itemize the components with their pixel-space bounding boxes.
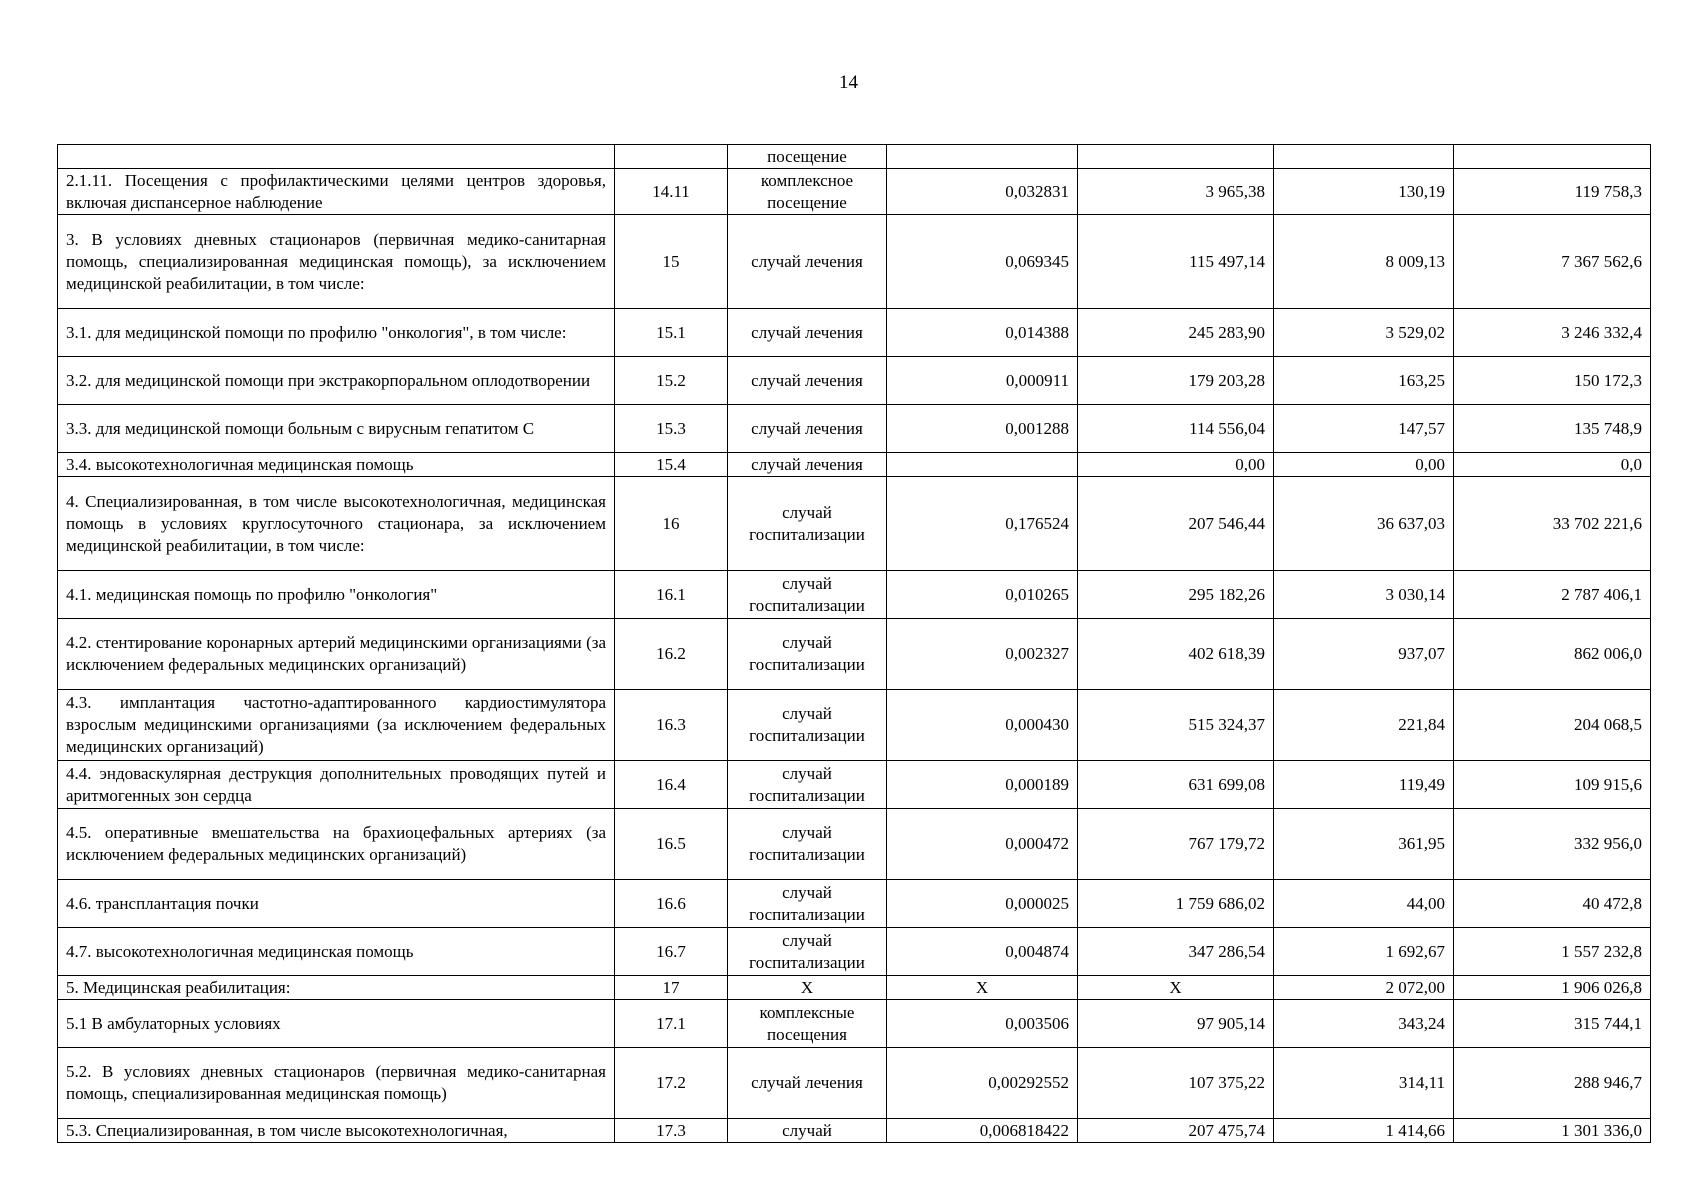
row-name: 4.4. эндоваскулярная деструкция дополнительных проводящих путей и аритмогенных зон сердца [58, 761, 615, 809]
table-row [58, 571, 1651, 619]
row-value-2 [1078, 145, 1274, 169]
row-value-2: 245 283,90 [1078, 309, 1274, 357]
row-number: 17.1 [615, 1000, 728, 1048]
row-value-4: 204 068,5 [1454, 690, 1651, 761]
row-number: 15 [615, 215, 728, 309]
table-row [58, 1119, 1651, 1143]
row-value-3: 937,07 [1274, 619, 1454, 690]
table-row [58, 880, 1651, 928]
row-value-2: 179 203,28 [1078, 357, 1274, 405]
row-value-4: 40 472,8 [1454, 880, 1651, 928]
row-unit: случай лечения [728, 453, 887, 477]
row-name: 5.3. Специализированная, в том числе высокотехнологичная, [58, 1119, 615, 1143]
row-value-1: 0,000911 [887, 357, 1078, 405]
row-unit: комплексные посещения [728, 1000, 887, 1048]
row-name: 2.1.11. Посещения с профилактическими целями центров здоровья, включая диспансерное наблюдение [58, 169, 615, 215]
row-value-2: 631 699,08 [1078, 761, 1274, 809]
row-number: 17.3 [615, 1119, 728, 1143]
row-unit: случай госпитализации [728, 928, 887, 976]
row-value-2: 97 905,14 [1078, 1000, 1274, 1048]
row-value-3: 44,00 [1274, 880, 1454, 928]
row-number: 16.6 [615, 880, 728, 928]
row-value-3: 343,24 [1274, 1000, 1454, 1048]
row-value-1: 0,004874 [887, 928, 1078, 976]
row-value-1: 0,010265 [887, 571, 1078, 619]
row-number: 16.7 [615, 928, 728, 976]
table-row [58, 215, 1651, 309]
row-value-4: 288 946,7 [1454, 1048, 1651, 1119]
row-value-2: 207 546,44 [1078, 477, 1274, 571]
row-value-1: 0,000472 [887, 809, 1078, 880]
table-row [58, 619, 1651, 690]
row-number: 15.2 [615, 357, 728, 405]
row-value-1 [887, 145, 1078, 169]
row-value-2: Х [1078, 976, 1274, 1000]
row-value-4: 1 301 336,0 [1454, 1119, 1651, 1143]
row-value-4: 119 758,3 [1454, 169, 1651, 215]
row-value-4: 150 172,3 [1454, 357, 1651, 405]
row-value-3: 221,84 [1274, 690, 1454, 761]
row-value-1: 0,00292552 [887, 1048, 1078, 1119]
row-value-4: 135 748,9 [1454, 405, 1651, 453]
table-row [58, 809, 1651, 880]
row-value-4: 862 006,0 [1454, 619, 1651, 690]
row-value-1: 0,003506 [887, 1000, 1078, 1048]
row-name: 4.2. стентирование коронарных артерий медицинскими организациями (за исключением федеральных медицинских организаций) [58, 619, 615, 690]
row-unit: случай лечения [728, 405, 887, 453]
row-value-3: 361,95 [1274, 809, 1454, 880]
row-value-4: 3 246 332,4 [1454, 309, 1651, 357]
row-value-4: 0,0 [1454, 453, 1651, 477]
row-unit: случай госпитализации [728, 571, 887, 619]
row-unit: случай лечения [728, 309, 887, 357]
row-value-2: 207 475,74 [1078, 1119, 1274, 1143]
row-value-2: 515 324,37 [1078, 690, 1274, 761]
row-number: 16.1 [615, 571, 728, 619]
row-value-1: 0,006818422 [887, 1119, 1078, 1143]
row-value-3 [1274, 145, 1454, 169]
row-value-1: 0,001288 [887, 405, 1078, 453]
row-value-3: 1 414,66 [1274, 1119, 1454, 1143]
row-value-4: 315 744,1 [1454, 1000, 1651, 1048]
row-value-4: 1 906 026,8 [1454, 976, 1651, 1000]
row-value-3: 36 637,03 [1274, 477, 1454, 571]
row-unit: случай госпитализации [728, 809, 887, 880]
row-value-3: 1 692,67 [1274, 928, 1454, 976]
row-name: 5.1 В амбулаторных условиях [58, 1000, 615, 1048]
row-value-2: 402 618,39 [1078, 619, 1274, 690]
row-number: 16 [615, 477, 728, 571]
row-unit: случай госпитализации [728, 761, 887, 809]
table-row [58, 1000, 1651, 1048]
row-value-1: 0,000025 [887, 880, 1078, 928]
row-value-2: 1 759 686,02 [1078, 880, 1274, 928]
row-unit: случай госпитализации [728, 619, 887, 690]
table-row [58, 928, 1651, 976]
row-value-3: 147,57 [1274, 405, 1454, 453]
row-value-1 [887, 453, 1078, 477]
row-unit: случай лечения [728, 215, 887, 309]
row-value-2: 114 556,04 [1078, 405, 1274, 453]
row-name: 5.2. В условиях дневных стационаров (первичная медико-санитарная помощь, специализированная медицинская помощь) [58, 1048, 615, 1119]
row-unit: случай [728, 1119, 887, 1143]
row-value-3: 119,49 [1274, 761, 1454, 809]
row-value-4: 332 956,0 [1454, 809, 1651, 880]
row-name: 4.6. трансплантация почки [58, 880, 615, 928]
row-unit: Х [728, 976, 887, 1000]
table-row [58, 477, 1651, 571]
table-row [58, 761, 1651, 809]
row-value-4: 33 702 221,6 [1454, 477, 1651, 571]
row-value-4: 2 787 406,1 [1454, 571, 1651, 619]
row-name [58, 145, 615, 169]
row-number: 15.4 [615, 453, 728, 477]
row-unit: случай госпитализации [728, 477, 887, 571]
table-row [58, 405, 1651, 453]
row-value-1: 0,014388 [887, 309, 1078, 357]
table-row [58, 145, 1651, 169]
table-row [58, 169, 1651, 215]
row-value-3: 3 529,02 [1274, 309, 1454, 357]
row-value-1: 0,176524 [887, 477, 1078, 571]
row-number: 15.3 [615, 405, 728, 453]
row-unit: случай госпитализации [728, 880, 887, 928]
tariff-table [57, 144, 1651, 1143]
row-name: 4.7. высокотехнологичная медицинская помощь [58, 928, 615, 976]
row-number: 16.2 [615, 619, 728, 690]
row-value-2: 767 179,72 [1078, 809, 1274, 880]
row-number: 15.1 [615, 309, 728, 357]
row-number: 17 [615, 976, 728, 1000]
row-unit: случай лечения [728, 357, 887, 405]
row-value-4: 109 915,6 [1454, 761, 1651, 809]
row-value-3: 3 030,14 [1274, 571, 1454, 619]
row-value-2: 0,00 [1078, 453, 1274, 477]
row-value-4: 7 367 562,6 [1454, 215, 1651, 309]
row-name: 3.1. для медицинской помощи по профилю "онкология", в том числе: [58, 309, 615, 357]
row-value-3: 314,11 [1274, 1048, 1454, 1119]
row-value-2: 3 965,38 [1078, 169, 1274, 215]
row-value-2: 295 182,26 [1078, 571, 1274, 619]
row-number [615, 145, 728, 169]
row-name: 4.3. имплантация частотно-адаптированного кардиостимулятора взрослым медицинскими организациями (за исключением федеральных медицинских организаций) [58, 690, 615, 761]
row-name: 4.5. оперативные вмешательства на брахиоцефальных артериях (за исключением федеральных медицинских организаций) [58, 809, 615, 880]
row-number: 16.3 [615, 690, 728, 761]
row-value-2: 107 375,22 [1078, 1048, 1274, 1119]
row-number: 16.4 [615, 761, 728, 809]
row-number: 14.11 [615, 169, 728, 215]
row-unit: случай лечения [728, 1048, 887, 1119]
row-value-2: 115 497,14 [1078, 215, 1274, 309]
row-value-1: 0,032831 [887, 169, 1078, 215]
row-value-4: 1 557 232,8 [1454, 928, 1651, 976]
page-number: 14 [839, 72, 858, 93]
row-value-3: 8 009,13 [1274, 215, 1454, 309]
row-value-3: 163,25 [1274, 357, 1454, 405]
row-value-1: 0,069345 [887, 215, 1078, 309]
row-value-1: 0,000430 [887, 690, 1078, 761]
row-unit: посещение [728, 145, 887, 169]
row-unit: случай госпитализации [728, 690, 887, 761]
row-value-2: 347 286,54 [1078, 928, 1274, 976]
row-value-3: 130,19 [1274, 169, 1454, 215]
row-value-4 [1454, 145, 1651, 169]
row-name: 3.2. для медицинской помощи при экстракорпоральном оплодотворении [58, 357, 615, 405]
row-name: 5. Медицинская реабилитация: [58, 976, 615, 1000]
row-number: 17.2 [615, 1048, 728, 1119]
row-value-1: Х [887, 976, 1078, 1000]
table-row [58, 1048, 1651, 1119]
row-value-3: 2 072,00 [1274, 976, 1454, 1000]
row-name: 3.3. для медицинской помощи больным с вирусным гепатитом С [58, 405, 615, 453]
table-row [58, 357, 1651, 405]
row-value-1: 0,000189 [887, 761, 1078, 809]
row-name: 3.4. высокотехнологичная медицинская помощь [58, 453, 615, 477]
table-row [58, 690, 1651, 761]
row-name: 3. В условиях дневных стационаров (первичная медико-санитарная помощь, специализированная медицинская помощь), за исключением медицинской реабилитации, в том числе: [58, 215, 615, 309]
row-name: 4. Специализированная, в том числе высокотехнологичная, медицинская помощь в условиях круглосуточного стационара, за исключением медицинской реабилитации, в том числе: [58, 477, 615, 571]
row-name: 4.1. медицинская помощь по профилю "онкология" [58, 571, 615, 619]
table-row [58, 976, 1651, 1000]
row-unit: комплексное посещение [728, 169, 887, 215]
table-row [58, 453, 1651, 477]
table-row [58, 309, 1651, 357]
row-number: 16.5 [615, 809, 728, 880]
row-value-3: 0,00 [1274, 453, 1454, 477]
row-value-1: 0,002327 [887, 619, 1078, 690]
